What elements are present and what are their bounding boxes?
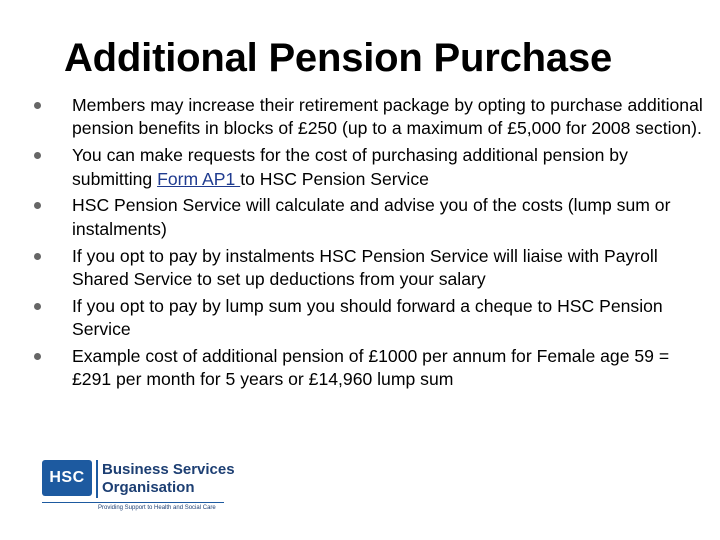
bullet-text: If you opt to pay by lump sum you should forward a cheque to HSC Pension Service [72,295,663,340]
bullet-item [34,94,704,141]
bullet-text: to HSC Pension Service [240,168,429,189]
bso-logo [42,460,235,518]
logo-divider [96,460,98,498]
bullet-dot-icon [34,253,41,260]
bullet-text: If you opt to pay by instalments HSC Pension Service will liaise with Payroll Shared Service to set up deductions from your salary [72,245,658,290]
bullet-dot-icon [34,202,41,209]
bullet-text: HSC Pension Service will calculate and advise you of the costs (lump sum or instalments) [72,195,671,239]
bullet-list [34,94,704,395]
bullet-item [34,295,704,342]
bullet-item [34,345,704,392]
bullet-text: You can make requests for the cost of purchasing additional pension by submitting [72,145,628,189]
bullet-item [34,245,704,292]
bullet-text: Members may increase their retirement package by opting to purchase additional pension benefits in blocks of £250 (up to a maximum of £5,000 for 2008 section). [72,95,703,139]
bullet-dot-icon [34,102,41,109]
logo-underline [42,502,224,503]
bullet-dot-icon [34,152,41,159]
logo-tagline: Providing Support to Health and Social Care [98,505,216,511]
form-ap1-link[interactable]: Form AP1 [157,168,241,189]
slide-title: Additional Pension Purchase [64,36,613,80]
bullet-dot-icon [34,303,41,310]
hsc-logo-badge: HSC [42,460,92,496]
bullet-text: Example cost of additional pension of £1000 per annum for Female age 59 = £291 per month for 5 years or £14,960 lump sum [72,346,670,390]
bullet-item [34,144,704,191]
logo-line-2: Organisation [102,479,195,496]
bullet-item [34,194,704,241]
bullet-dot-icon [34,353,41,360]
logo-line-1: Business Services [102,461,235,478]
